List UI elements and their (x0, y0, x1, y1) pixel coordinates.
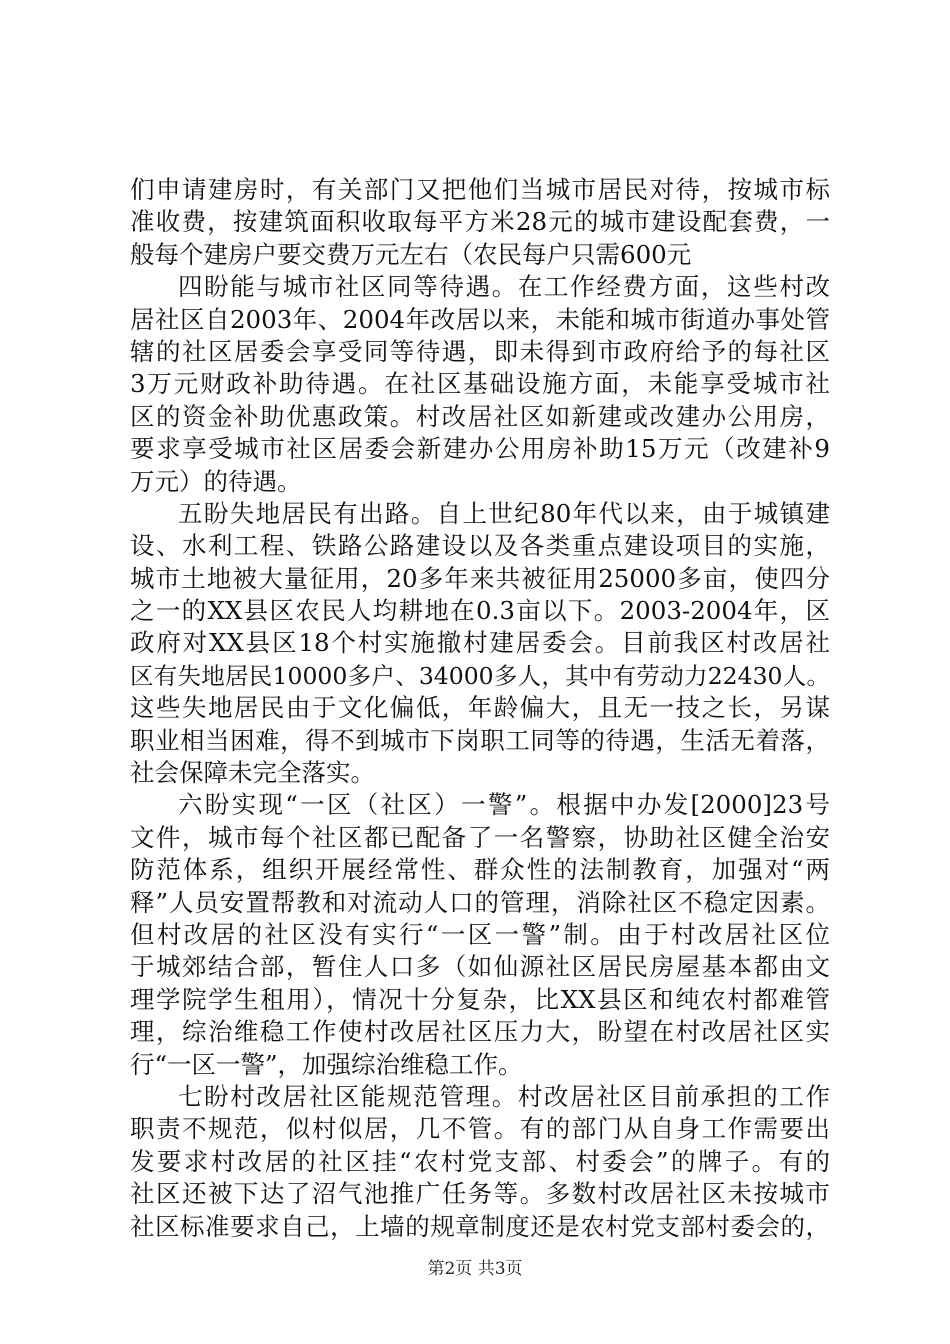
paragraph-landless-residents (130, 498, 830, 790)
text-line: 理，综治维稳工作使村改居社区压力大，盼望在村改居社区实 (130, 1017, 830, 1047)
text-line: 居社区自2003年、2004年改居以来，未能和城市街道办事处管 (130, 304, 830, 334)
text-line: 职业相当困难，得不到城市下岗职工同等的待遇，生活无着落， (130, 725, 830, 755)
text-line: 区的资金补助优惠政策。村改居社区如新建或改建办公用房， (130, 401, 830, 431)
text-line: 六盼实现“一区（社区）一警”。根据中办发[2000]23号 (178, 790, 830, 820)
text-line: 要求享受城市社区居委会新建办公用房补助15万元（改建补9 (130, 434, 830, 464)
text-line: 社区标准要求自己，上墙的规章制度还是农村党支部村委会的， (130, 1211, 830, 1241)
text-line: 防范体系，组织开展经常性、群众性的法制教育，加强对“两 (130, 855, 830, 885)
text-line: 之一的XX县区农民人均耕地在0.3亩以下。2003-2004年，区 (130, 596, 830, 626)
paragraph-equal-treatment (130, 271, 830, 498)
text-line: 理学院学生租用），情况十分复杂，比XX县区和纯农村都难管 (130, 984, 830, 1014)
text-line: 七盼村改居社区能规范管理。村改居社区目前承担的工作 (178, 1081, 830, 1111)
text-line: 释”人员安置帮教和对流动人口的管理，消除社区不稳定因素。 (130, 887, 830, 917)
text-line: 这些失地居民由于文化偏低，年龄偏大，且无一技之长，另谋 (130, 693, 830, 723)
paragraph-one-police-per-community (130, 789, 830, 1081)
text-line: 社会保障未完全落实。 (130, 758, 375, 788)
text-line: 职责不规范，似村似居，几不管。有的部门从自身工作需要出 (130, 1114, 830, 1144)
text-line: 辖的社区居委会享受同等待遇，即未得到市政府给予的每社区 (130, 336, 830, 366)
text-line: 城市土地被大量征用，20多年来共被征用25000多亩，使四分 (130, 563, 830, 593)
text-line: 但村改居的社区没有实行“一区一警”制。由于村改居社区位 (130, 919, 830, 949)
text-line: 设、水利工程、铁路公路建设以及各类重点建设项目的实施， (130, 531, 830, 561)
text-line: 区有失地居民10000多户、34000多人，其中有劳动力22430人。 (130, 661, 830, 690)
document-body (130, 174, 830, 1243)
text-line: 文件，城市每个社区都已配备了一名警察，协助社区健全治安 (130, 822, 830, 852)
text-line: 3万元财政补助待遇。在社区基础设施方面，未能享受城市社 (130, 369, 830, 399)
text-line: 万元）的待遇。 (130, 466, 302, 496)
paragraph-fee-continuation (130, 174, 830, 271)
text-line: 发要求村改居的社区挂“农村党支部、村委会”的牌子。有的 (130, 1146, 830, 1176)
text-line: 四盼能与城市社区同等待遇。在工作经费方面，这些村改 (178, 272, 830, 302)
text-line: 五盼失地居民有出路。自上世纪80年代以来，由于城镇建 (178, 498, 830, 528)
page-number-footer: 第2页 共3页 (427, 1259, 523, 1279)
text-line: 政府对XX县区18个村实施撤村建居委会。目前我区村改居社 (130, 628, 830, 658)
text-line: 于城郊结合部，暂住人口多（如仙源社区居民房屋基本都由文 (130, 952, 830, 982)
text-line: 行“一区一警”，加强综治维稳工作。 (130, 1049, 523, 1079)
text-line: 社区还被下达了沼气池推广任务等。多数村改居社区未按城市 (130, 1179, 830, 1209)
paragraph-standardized-management (130, 1081, 830, 1243)
text-line: 们申请建房时，有关部门又把他们当城市居民对待，按城市标 (130, 175, 830, 204)
text-line: 准收费，按建筑面积收取每平方米28元的城市建设配套费，一 (130, 207, 830, 237)
text-line: 般每个建房户要交费万元左右（农民每户只需600元 (130, 239, 692, 269)
